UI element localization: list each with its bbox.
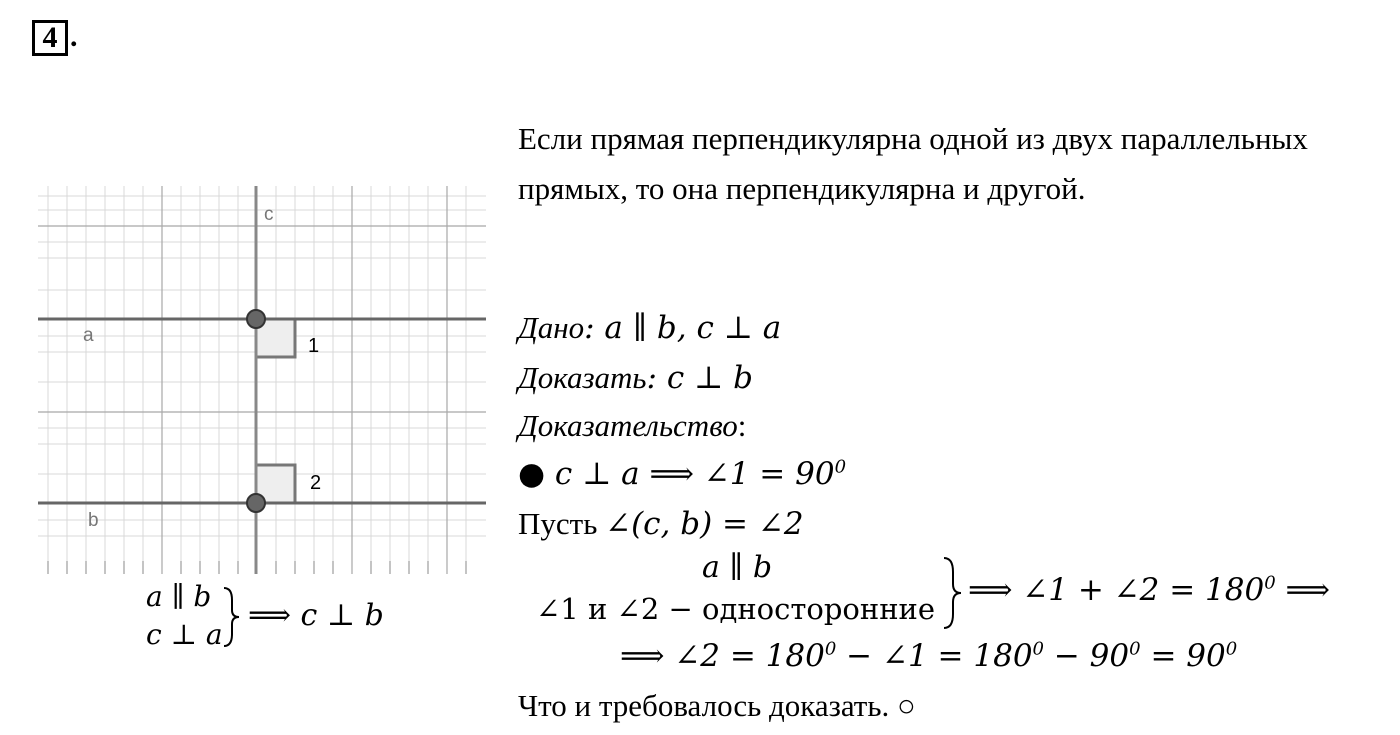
result-implies: ⟹ xyxy=(1275,572,1330,608)
point-a-c xyxy=(247,310,265,328)
condition-one-sided: ∠1 и ∠2 − односторонние xyxy=(536,592,936,626)
label-line-b: b xyxy=(88,510,99,531)
summary-conclusion: ⟹ c ⊥ b xyxy=(248,598,384,633)
proof-label: Доказательство xyxy=(518,408,738,443)
qed-line: Что и требовалось доказать. ○ xyxy=(518,688,916,723)
given-label: Дано xyxy=(518,310,585,345)
label-line-c: c xyxy=(264,204,274,225)
proof-step-1 xyxy=(518,452,846,496)
final-deg-1: 0 xyxy=(824,638,837,660)
final-part-d: = 90 xyxy=(1140,638,1226,674)
given-text: : a ∥ b, c ⊥ a xyxy=(584,310,782,346)
step-1-text: ● c ⊥ a ⟹ ∠1 = 90 xyxy=(518,456,835,492)
geometry-figure xyxy=(38,186,486,574)
label-line-a: a xyxy=(83,325,94,346)
system-brace xyxy=(942,556,964,630)
prove-label: Доказать xyxy=(518,360,647,395)
summary-brace xyxy=(222,586,242,648)
point-b-c xyxy=(247,494,265,512)
problem-number-text: 4 xyxy=(42,21,58,54)
label-angle-2: 2 xyxy=(310,472,322,494)
step-1-degree: 0 xyxy=(834,456,847,478)
theorem-statement: Если прямая перпендикулярна одной из двух параллельных прямых, то она перпендикулярна и другой. xyxy=(518,121,1308,206)
final-part-c: − 90 xyxy=(1044,638,1130,674)
final-deg-3: 0 xyxy=(1129,638,1141,660)
label-angle-1: 1 xyxy=(308,335,320,357)
system-result xyxy=(968,568,1330,612)
final-deg-2: 0 xyxy=(1032,638,1044,660)
final-part-a: ⟹ ∠2 = 180 xyxy=(620,638,825,674)
proof-colon: : xyxy=(737,408,747,443)
final-deg-4: 0 xyxy=(1225,638,1238,660)
summary-premise-1: a ∥ b xyxy=(146,580,212,613)
proof-heading xyxy=(518,404,746,448)
condition-parallel: a ∥ b xyxy=(702,550,773,585)
final-computation xyxy=(620,634,1237,678)
final-part-b: − ∠1 = 180 xyxy=(836,638,1033,674)
result-text: ⟹ ∠1 + ∠2 = 180 xyxy=(968,572,1265,608)
prove-line xyxy=(518,356,753,400)
problem-number xyxy=(32,20,68,56)
proof-step-2 xyxy=(518,502,804,546)
prove-text: : c ⊥ b xyxy=(646,360,753,396)
step-2-prefix: Пусть xyxy=(518,506,598,541)
summary-premise-2: c ⊥ a xyxy=(146,618,223,651)
result-degree: 0 xyxy=(1264,572,1276,594)
grid-minor xyxy=(38,186,486,574)
given-line xyxy=(518,306,781,350)
problem-number-dot: . xyxy=(70,20,78,53)
step-2-math: ∠(c, b) = ∠2 xyxy=(605,506,804,542)
